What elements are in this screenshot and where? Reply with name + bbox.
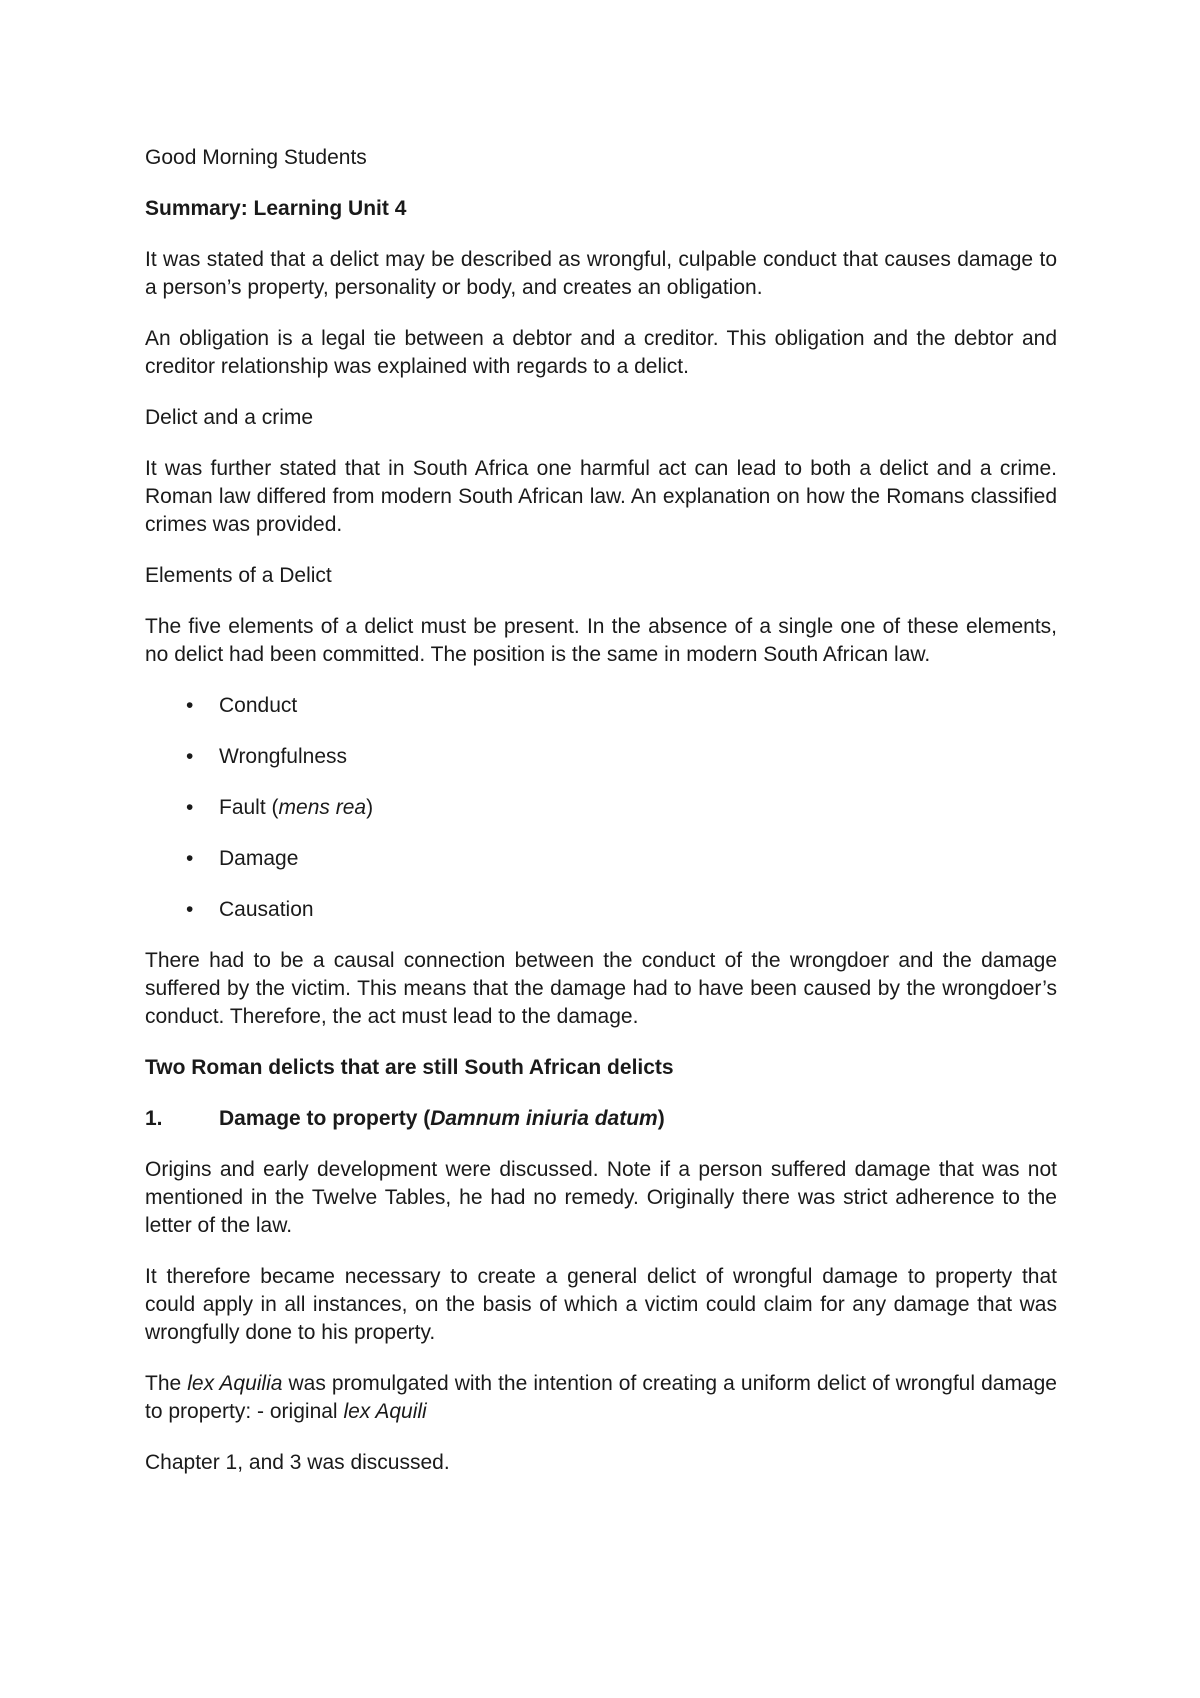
bullet-icon: • [186,847,194,870]
paragraph-delict-definition: It was stated that a delict may be described as wrongful, culpable conduct that causes damage to a person’s property, personality or body, and creates an obligation. [145,248,1057,299]
section-title-prefix: Damage to property ( [219,1107,431,1130]
element-wrongfulness: Wrongfulness [219,745,348,768]
document-page [145,144,1057,1500]
paragraph-causation: There had to be a causal connection between the conduct of the wrongdoer and the damage suffered by the victim. This means that the damage had to have been caused by the wrongdoer’s conduct. Therefore, the act must lead to the damage. [145,949,1057,1028]
section-title-suffix: ) [657,1107,665,1130]
element-fault-suffix: ) [366,796,374,819]
heading-delict-and-crime: Delict and a crime [145,406,314,429]
element-fault-latin: mens rea [278,796,367,819]
section-number: 1. [145,1107,163,1130]
paragraph-origins: Origins and early development were discussed. Note if a person suffered damage that was not mentioned in the Twelve Tables, he had no remedy. Originally there was strict adherence to the letter of the law. [145,1158,1057,1237]
element-fault [219,796,373,819]
paragraph-chapter: Chapter 1, and 3 was discussed. [145,1451,450,1474]
list-item [145,692,1057,720]
section-heading-damage-to-property [145,1105,1057,1133]
bullet-icon: • [186,745,194,768]
element-fault-prefix: Fault ( [219,796,279,819]
bullet-icon: • [186,796,194,819]
paragraph-general-delict: It therefore became necessary to create a general delict of wrongful damage to property that could apply in all instances, on the basis of which a victim could claim for any damage that was wrongfully done to his property. [145,1265,1057,1344]
bullet-icon: • [186,694,194,717]
list-item [145,794,1057,822]
heading-elements: Elements of a Delict [145,564,332,587]
summary-title: Summary: Learning Unit 4 [145,197,407,220]
greeting: Good Morning Students [145,146,367,169]
element-causation: Causation [219,898,314,921]
list-item [145,896,1057,924]
lex-aquili-italic: lex Aquili [343,1400,427,1423]
list-item [145,845,1057,873]
element-conduct: Conduct [219,694,298,717]
bullet-icon: • [186,898,194,921]
lex-aquilia-italic: lex Aquilia [187,1372,283,1395]
paragraph-delict-and-crime: It was further stated that in South Africa one harmful act can lead to both a delict and a crime. Roman law differed from modern South African law. An explanation on how the Romans classified crimes was provided. [145,457,1057,536]
section-title-latin: Damnum iniuria datum [430,1107,658,1130]
heading-two-roman-delicts: Two Roman delicts that are still South African delicts [145,1056,674,1079]
lex-text-1: The [145,1372,188,1395]
elements-list [145,692,1057,924]
lex-text-2: was promulgated with the intention of creating a uniform delict of wrongful damage to property: - original [145,1372,1057,1423]
paragraph-elements: The five elements of a delict must be present. In the absence of a single one of these elements, no delict had been committed. The position is the same in modern South African law. [145,615,1057,666]
element-damage: Damage [219,847,299,870]
paragraph-obligation: An obligation is a legal tie between a debtor and a creditor. This obligation and the debtor and creditor relationship was explained with regards to a delict. [145,327,1057,378]
paragraph-lex-aquilia [145,1370,1057,1426]
list-item [145,743,1057,771]
